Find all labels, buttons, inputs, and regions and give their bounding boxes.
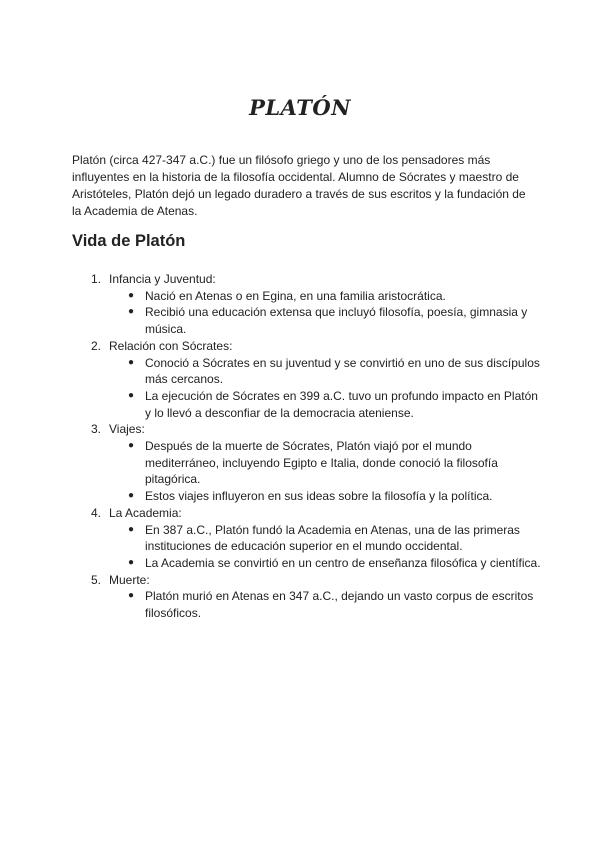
bullet-icon: ● <box>128 440 135 452</box>
bullet-icon: ● <box>128 389 135 401</box>
bullet-icon: ● <box>128 590 135 602</box>
sub-list <box>109 438 542 505</box>
list-item <box>109 588 542 621</box>
list-item <box>109 388 542 421</box>
list-item-text: Platón murió en Atenas en 347 a.C., dejando un vasto corpus de escritos filosóficos. <box>145 589 534 621</box>
life-item <box>72 421 542 505</box>
list-item-text: Recibió una educación extensa que incluyó filosofía, poesía, gimnasia y música. <box>145 305 528 337</box>
life-item-label: La Academia: <box>109 505 182 520</box>
list-item-text: Estos viajes influyeron en sus ideas sobre la filosofía y la política. <box>145 489 493 504</box>
life-item <box>72 505 542 572</box>
list-item <box>109 555 542 572</box>
sub-list <box>109 288 542 338</box>
sub-list <box>109 355 542 422</box>
life-item-label: Infancia y Juventud: <box>109 272 216 286</box>
list-item <box>109 355 542 388</box>
bullet-icon: ● <box>128 356 135 368</box>
list-item-text: Nació en Atenas o en Egina, en una familia aristocrática. <box>145 288 446 303</box>
intro-paragraph: Platón (circa 427-347 a.C.) fue un filósofo griego y uno de los pensadores más influyentes en la historia de la filosofía occidental. Alumno de Sócrates y maestro de Aristóteles, Platón dejó un legado duradero a través de sus escritos y la fundación de la Academia de Atenas. <box>72 153 526 218</box>
list-number: 3. <box>91 422 102 437</box>
life-item <box>72 338 542 422</box>
life-item-label: Relación con Sócrates: <box>109 338 233 353</box>
list-number: 1. <box>91 272 102 286</box>
page-title: PLATÓN <box>249 95 351 120</box>
life-item <box>72 572 542 622</box>
list-item-text: En 387 a.C., Platón fundó la Academia en Atenas, una de las primeras instituciones de educación superior en el mundo occidental. <box>145 522 520 554</box>
list-item-text: Después de la muerte de Sócrates, Platón viajó por el mundo mediterráneo, incluyendo Egipto e Italia, donde conoció la filosofía pitagórica. <box>145 439 498 487</box>
bullet-icon: ● <box>128 490 135 502</box>
bullet-icon: ● <box>128 289 135 301</box>
list-number: 4. <box>91 505 102 520</box>
bullet-icon: ● <box>128 556 135 568</box>
list-number: 5. <box>91 572 102 587</box>
sub-list <box>109 522 542 572</box>
list-item-text: Conoció a Sócrates en su juventud y se convirtió en uno de sus discípulos más cercanos. <box>145 355 540 387</box>
list-item-text: La Academia se convirtió en un centro de enseñanza filosófica y científica. <box>145 555 541 570</box>
bullet-icon: ● <box>128 523 135 535</box>
sub-list <box>109 588 542 621</box>
life-item-label: Muerte: <box>109 572 150 587</box>
section-heading: Vida de Platón <box>72 232 186 250</box>
list-item <box>109 522 542 555</box>
list-item <box>109 488 542 505</box>
life-list <box>72 271 542 622</box>
life-item-label: Viajes: <box>109 422 145 437</box>
list-item <box>109 304 542 337</box>
list-item-text: La ejecución de Sócrates en 399 a.C. tuvo un profundo impacto en Platón y lo llevó a desconfiar de la democracia ateniense. <box>145 388 538 420</box>
list-item <box>109 288 542 305</box>
list-item <box>109 438 542 488</box>
bullet-icon: ● <box>128 306 135 318</box>
list-number: 2. <box>91 338 102 353</box>
life-item <box>72 271 542 338</box>
